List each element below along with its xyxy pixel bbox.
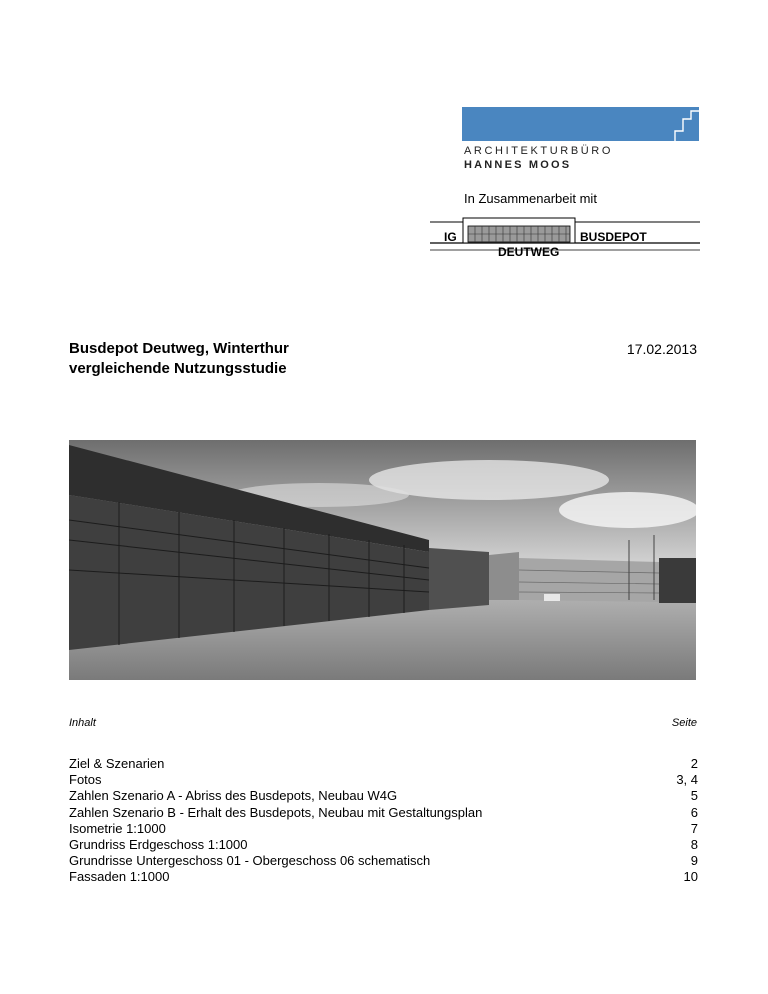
toc-item [69, 756, 698, 772]
toc-item-label: Fassaden 1:1000 [69, 869, 170, 885]
contents-page-heading: Seite [671, 717, 697, 729]
architect-line2: HANNES MOOS [464, 159, 572, 171]
toc-item-page: 6 [690, 804, 698, 820]
toc-item [69, 853, 698, 869]
toc-item-label: Grundriss Erdgeschoss 1:1000 [69, 836, 248, 852]
logo-steps-icon [659, 107, 699, 141]
table-of-contents [69, 756, 698, 886]
toc-item-page: 9 [690, 853, 698, 869]
toc-item [69, 821, 698, 837]
bus-depot-photo [69, 440, 696, 680]
toc-item-page: 2 [690, 756, 698, 771]
toc-item-label: Grundrisse Untergeschoss 01 - Obergeschoss 06 schematisch [69, 853, 431, 869]
deutweg-label: DEUTWEG [498, 245, 560, 259]
document-date: 17.02.2013 [626, 341, 697, 357]
ig-busdepot-logo [430, 216, 700, 260]
toc-item-page: 10 [683, 869, 698, 885]
busdepot-label: BUSDEPOT [580, 230, 647, 244]
toc-item-page: 7 [690, 820, 698, 836]
document-subtitle: vergleichende Nutzungsstudie [69, 360, 287, 377]
collaboration-text: In Zusammenarbeit mit [464, 191, 597, 206]
architect-line1: ARCHITEKTURBÜRO [464, 145, 614, 157]
toc-item [69, 788, 698, 804]
depot-building-icon [430, 216, 700, 260]
toc-item-page: 5 [690, 788, 698, 804]
architect-logo [462, 107, 699, 173]
toc-item-page: 3, 4 [676, 772, 698, 788]
toc-item [69, 772, 698, 788]
document-title: Busdepot Deutweg, Winterthur [69, 340, 289, 357]
toc-item-label: Fotos [69, 772, 102, 788]
toc-item-label: Isometrie 1:1000 [69, 820, 166, 836]
toc-item [69, 837, 698, 853]
toc-item-page: 8 [690, 836, 698, 852]
toc-item-label: Zahlen Szenario A - Abriss des Busdepots, Neubau W4G [69, 788, 398, 804]
contents-heading: Inhalt [69, 717, 96, 729]
toc-item-label: Ziel & Szenarien [69, 756, 165, 771]
toc-item [69, 869, 698, 885]
ig-label: IG [444, 230, 457, 244]
toc-item-label: Zahlen Szenario B - Erhalt des Busdepots, Neubau mit Gestaltungsplan [69, 804, 483, 820]
toc-item [69, 805, 698, 821]
